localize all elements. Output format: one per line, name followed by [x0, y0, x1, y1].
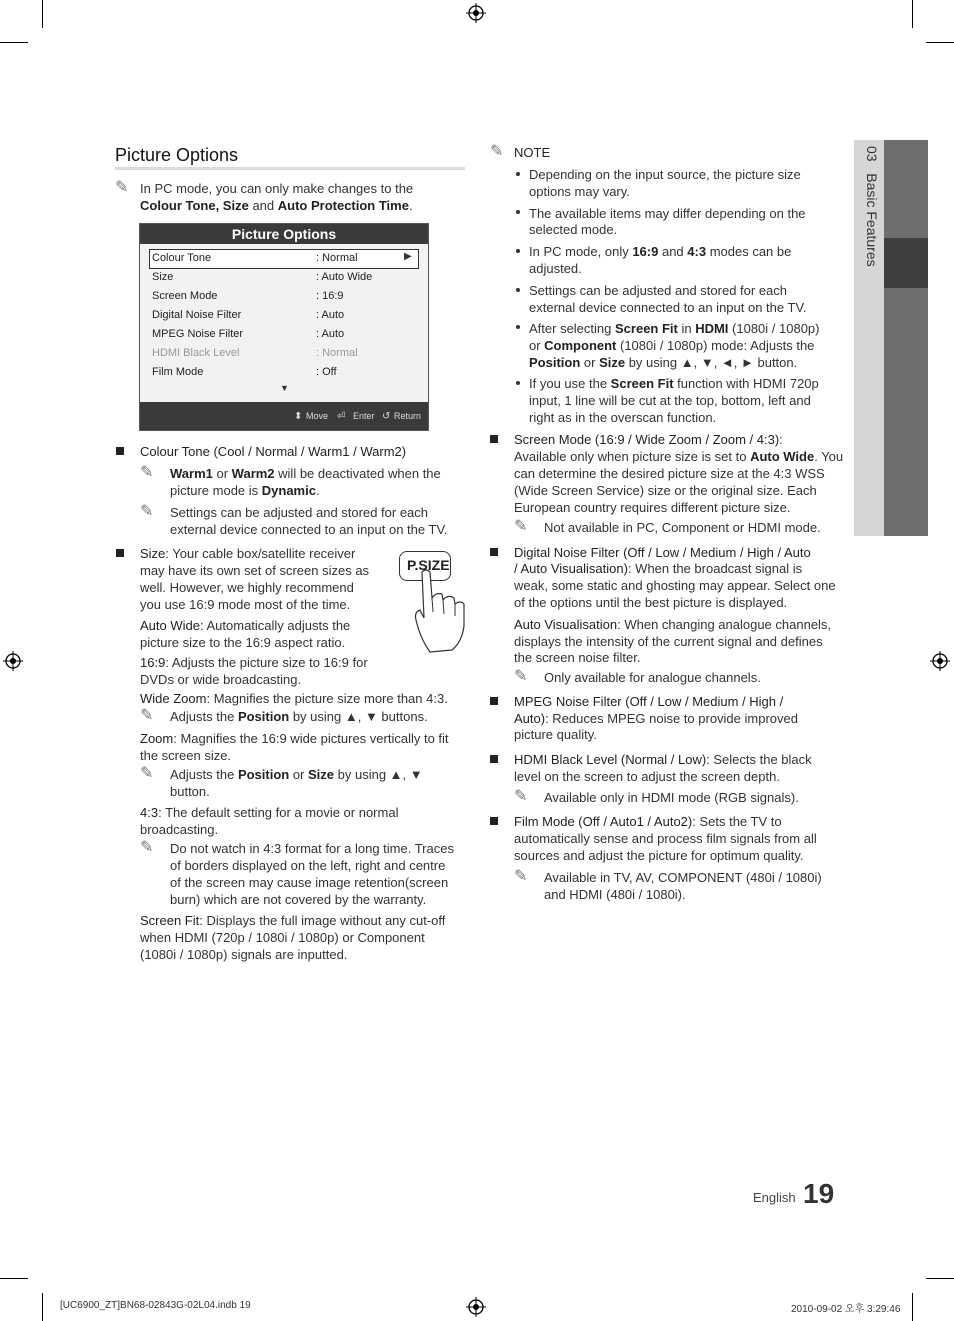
- crop-mark: [926, 1278, 954, 1279]
- screen-fit-text: (1080i / 1080p) signals are inputted.: [140, 947, 348, 962]
- screen-mode-heading: Screen Mode (16:9 / Wide Zoom / Zoom / 4:3):: [514, 432, 783, 447]
- screen-mode-text: (Wide Screen Service) size or the original size. Each: [514, 483, 817, 498]
- print-file-info: [UC6900_ZT]BN68-02843G-02L04.indb 19: [60, 1300, 251, 1311]
- crop-mark: [912, 0, 913, 28]
- note-text: Adjusts the Position or Size by using ▲, ▼: [170, 767, 423, 782]
- osd-row-value: : Auto: [316, 309, 345, 321]
- film-text: sources and adjust the picture for optimum quality.: [514, 848, 804, 863]
- chapter-tab-dark: [884, 140, 928, 536]
- move-icon: ⬍: [294, 411, 303, 422]
- ratio-169-text: DVDs or wide broadcasting.: [140, 672, 302, 687]
- note-bullet: adjusted.: [529, 261, 582, 276]
- title-rule: [115, 167, 465, 170]
- hdmi-heading: HDMI Black Level (Normal / Low): Selects the black: [514, 752, 812, 767]
- pencil-note-icon: ✎: [140, 462, 154, 481]
- screen-fit-text: when HDMI (720p / 1080i / 1080p) or Component: [140, 930, 425, 945]
- osd-row-label[interactable]: Colour Tone: [152, 252, 212, 264]
- note-text: Not available in PC, Component or HDMI mode.: [544, 520, 821, 535]
- note-text: burn) which are not covered by the warranty.: [170, 892, 427, 907]
- registration-mark-icon: [466, 3, 486, 23]
- square-bullet-icon: [490, 435, 498, 443]
- osd-row-label[interactable]: Film Mode: [152, 366, 204, 378]
- pencil-note-icon: ✎: [514, 786, 528, 805]
- intro-line2: Colour Tone, Size and Auto Protection Time.: [140, 198, 413, 213]
- note-text: button.: [170, 784, 210, 799]
- square-bullet-icon: [490, 755, 498, 763]
- return-label: Return: [394, 411, 422, 421]
- auto-wide-text: picture size to the 16:9 aspect ratio.: [140, 635, 346, 650]
- zoom-text: Zoom: Magnifies the 16:9 wide pictures vertically to fit: [140, 731, 449, 746]
- page-title: Picture Options: [115, 145, 239, 165]
- size-text: you use 16:9 mode most of the time.: [140, 597, 351, 612]
- note-text: Available only in HDMI mode (RGB signals).: [544, 790, 799, 805]
- enter-label: Enter: [353, 411, 375, 421]
- screen-fit-text: Screen Fit: Displays the full image without any cut-off: [140, 913, 446, 928]
- page-number: 19: [803, 1178, 835, 1209]
- note-bullet: In PC mode, only 16:9 and 4:3 modes can be: [529, 244, 792, 259]
- screen-mode-text: European country requires different picture size.: [514, 500, 791, 515]
- pencil-note-icon: ✎: [140, 837, 154, 856]
- bullet-dot: [516, 249, 520, 253]
- dnf-heading: Digital Noise Filter (Off / Low / Medium / High / Auto: [514, 545, 811, 560]
- print-date: 2010-09-02 오후 3:29:46: [791, 1304, 901, 1315]
- move-label: Move: [306, 411, 329, 421]
- osd-row-label[interactable]: Digital Noise Filter: [152, 309, 242, 321]
- crop-mark: [42, 1293, 43, 1321]
- dnf-text: weak, some static and ghosting may appear. Select one: [514, 578, 836, 593]
- note-text: Only available for analogue channels.: [544, 670, 761, 685]
- pencil-note-icon: ✎: [115, 177, 129, 196]
- pencil-note-icon: ✎: [514, 666, 528, 685]
- mpeg-text: Auto): Reduces MPEG noise to provide improved: [514, 711, 798, 726]
- note-bullet: Settings can be adjusted and stored for each: [529, 283, 788, 298]
- enter-icon: ⏎: [337, 411, 346, 422]
- ratio-43-text: 4:3: The default setting for a movie or normal: [140, 805, 399, 820]
- mpeg-heading: MPEG Noise Filter (Off / Low / Medium / High /: [514, 694, 784, 709]
- osd-row-value: : Normal: [316, 347, 358, 359]
- crop-mark: [0, 42, 28, 43]
- registration-mark-icon: [466, 1297, 486, 1317]
- note-bullet: selected mode.: [529, 222, 618, 237]
- language-label: English: [753, 1190, 796, 1205]
- note-bullet: The available items may differ depending on the: [529, 206, 806, 221]
- screen-mode-text: can determine the desired picture size at the 4:3 WSS: [514, 466, 825, 481]
- registration-mark-icon: [930, 651, 950, 671]
- zoom-text: the screen size.: [140, 748, 232, 763]
- note-bullet: right as in the overscan function.: [529, 410, 717, 425]
- osd-row-value: : 16:9: [316, 290, 344, 302]
- note-text: of the screen may cause image retention(screen: [170, 875, 449, 890]
- square-bullet-icon: [116, 447, 124, 455]
- pencil-note-icon: ✎: [140, 763, 154, 782]
- note-text: of borders displayed on the left, right and centre: [170, 858, 446, 873]
- note-text: Do not watch in 4:3 format for a long time. Traces: [170, 841, 454, 856]
- note-text: Adjusts the Position by using ▲, ▼ buttons.: [170, 709, 428, 724]
- right-arrow-icon: ▶: [404, 251, 412, 262]
- ratio-43-text: broadcasting.: [140, 822, 219, 837]
- auto-wide-text: Auto Wide: Automatically adjusts the: [140, 618, 351, 633]
- auto-vis-text: Auto Visualisation: When changing analogue channels,: [514, 617, 832, 632]
- hdmi-text: level on the screen to adjust the screen depth.: [514, 769, 780, 784]
- note-text: and HDMI (480i / 1080i).: [544, 887, 686, 902]
- note-text: external device connected to an input on the TV.: [170, 522, 448, 537]
- osd-row-value: : Normal: [316, 252, 358, 264]
- square-bullet-icon: [490, 548, 498, 556]
- pencil-note-icon: ✎: [514, 866, 528, 885]
- square-bullet-icon: [490, 817, 498, 825]
- osd-row-value: : Auto Wide: [316, 271, 373, 283]
- osd-footer: [140, 402, 428, 430]
- note-bullet: After selecting Screen Fit in HDMI (1080i / 1080p): [529, 321, 820, 336]
- bullet-dot: [516, 288, 520, 292]
- psize-label: P.SIZE: [407, 557, 450, 573]
- mpeg-text: picture quality.: [514, 727, 597, 742]
- return-icon: ↺: [382, 411, 391, 422]
- pencil-note-icon: ✎: [140, 705, 154, 724]
- down-arrow-icon: ▼: [280, 383, 289, 393]
- pencil-note-icon: ✎: [514, 516, 528, 535]
- note-text: Warm1 or Warm2 will be deactivated when the: [170, 466, 441, 481]
- osd-row-value: : Off: [316, 366, 337, 378]
- osd-menu: [139, 223, 429, 431]
- size-text: well. However, we highly recommend: [140, 580, 354, 595]
- bullet-dot: [516, 210, 520, 214]
- note-bullet: Depending on the input source, the picture size: [529, 167, 801, 182]
- bullet-dot: [516, 172, 520, 176]
- bullet-dot: [516, 325, 520, 329]
- note-bullet: If you use the Screen Fit function with HDMI 720p: [529, 376, 819, 391]
- film-heading: Film Mode (Off / Auto1 / Auto2): Sets the TV to: [514, 814, 782, 829]
- intro-line1: In PC mode, you can only make changes to the: [140, 181, 414, 196]
- pointing-hand-icon: [412, 568, 468, 654]
- osd-row-label[interactable]: Screen Mode: [152, 290, 218, 302]
- osd-row-value: : Auto: [316, 328, 345, 340]
- crop-mark: [42, 0, 43, 28]
- note-bullet: or Component (1080i / 1080p) mode: Adjusts the: [529, 338, 815, 353]
- square-bullet-icon: [490, 697, 498, 705]
- crop-mark: [0, 1278, 28, 1279]
- crop-mark: [926, 42, 954, 43]
- osd-row-label[interactable]: MPEG Noise Filter: [152, 328, 244, 340]
- ratio-169-text: 16:9: Adjusts the picture size to 16:9 for: [140, 655, 368, 670]
- bullet-dot: [516, 381, 520, 385]
- wide-zoom-text: Wide Zoom: Magnifies the picture size more than 4:3.: [140, 691, 448, 706]
- note-text: Settings can be adjusted and stored for each: [170, 505, 429, 520]
- dnf-text: of the options until the best picture is displayed.: [514, 595, 788, 610]
- note-bullet: options may vary.: [529, 184, 630, 199]
- note-text: Available in TV, AV, COMPONENT (480i / 1080i): [544, 870, 822, 885]
- colour-tone-heading: Colour Tone (Cool / Normal / Warm1 / Warm2): [140, 444, 407, 459]
- osd-row-label: HDMI Black Level: [152, 347, 240, 359]
- crop-mark: [912, 1293, 913, 1321]
- square-bullet-icon: [116, 549, 124, 557]
- film-text: automatically sense and process film signals from all: [514, 831, 817, 846]
- size-text: Size: Your cable box/satellite receiver: [140, 546, 356, 561]
- dnf-text: / Auto Visualisation): When the broadcast signal is: [514, 561, 803, 576]
- registration-mark-icon: [3, 651, 23, 671]
- screen-mode-text: Available only when picture size is set to Auto Wide. You: [514, 449, 844, 464]
- note-bullet: input, 1 line will be cut at the top, bottom, left and: [529, 393, 811, 408]
- auto-vis-text: the screen noise filter.: [514, 650, 641, 665]
- note-bullet: Position or Size by using ▲, ▼, ◄, ► button.: [529, 355, 798, 370]
- size-text: may have its own set of screen sizes as: [140, 563, 370, 578]
- auto-vis-text: displays the intensity of the current signal and defines: [514, 634, 823, 649]
- note-text: picture mode is Dynamic.: [170, 483, 320, 498]
- chapter-label: 03 Basic Features: [864, 146, 880, 267]
- osd-row-label[interactable]: Size: [152, 271, 174, 283]
- pencil-note-icon: ✎: [140, 501, 154, 520]
- note-heading: NOTE: [514, 145, 551, 160]
- pencil-note-icon: ✎: [490, 141, 504, 160]
- note-bullet: external device connected to an input on the TV.: [529, 300, 807, 315]
- chapter-tab-marker: [884, 238, 928, 288]
- osd-title: Picture Options: [140, 224, 428, 244]
